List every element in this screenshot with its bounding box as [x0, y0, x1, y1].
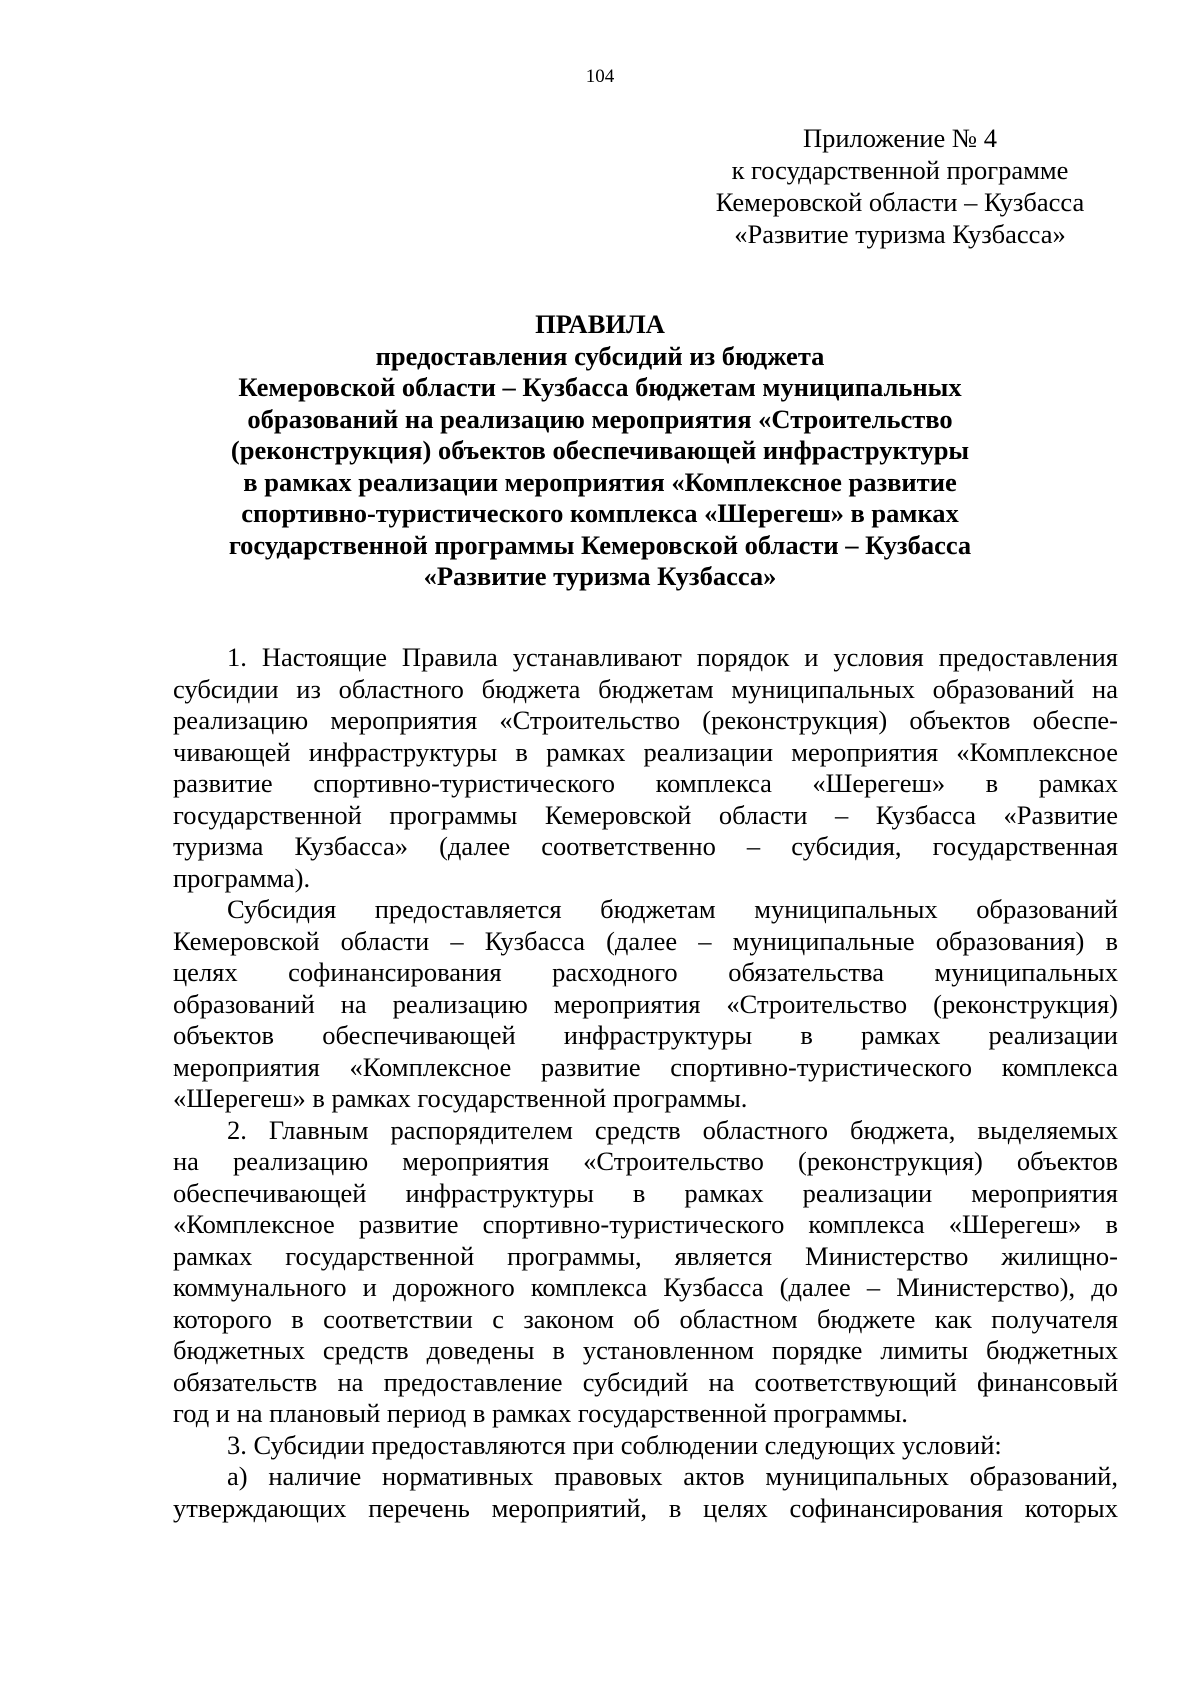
paragraph-subsidy-line: Субсидия предоставляется бюджетам муниципальных образований [227, 894, 1118, 924]
paragraph-1-line: программа). [173, 862, 311, 893]
title-line: спортивно-туристического комплекса «Шерегеш» в рамках [241, 498, 959, 528]
paragraph-subsidy-line: мероприятия «Комплексное развитие спортивно-туристического комплекса [173, 1051, 1118, 1082]
title-line: предоставления субсидий из бюджета [375, 340, 825, 371]
paragraph-2-line: обязательств на предоставление субсидий на соответствующий финансовый [173, 1366, 1118, 1397]
paragraph-subsidy-line: «Шерегеш» в рамках государственной программы. [173, 1083, 748, 1113]
paragraph-1-line: 1. Настоящие Правила устанавливают порядок и условия предоставления [227, 642, 1118, 672]
title-line: (реконструкция) объектов обеспечивающей инфраструктуры [230, 435, 970, 465]
paragraph-1-line: реализацию мероприятия «Строительство (реконструкция) объектов обеспе- [173, 705, 1118, 735]
paragraph-1-line: государственной программы Кемеровской области – Кузбасса «Развитие [173, 799, 1118, 830]
paragraph-1-line: туризма Кузбасса» (далее соответственно – субсидия, государственная [173, 831, 1118, 861]
paragraph-2-line: которого в соответствии с законом об областном бюджете как получателя [173, 1303, 1118, 1334]
appendix-header [700, 122, 1100, 250]
title-line: «Развитие туризма Кузбасса» [423, 561, 777, 591]
page-number: 104 [585, 66, 615, 87]
paragraph-subsidy-line: образований на реализацию мероприятия «Строительство (реконструкция) [173, 988, 1118, 1019]
appendix-line: Приложение № 4 [802, 123, 997, 153]
appendix-line: Кемеровской области – Кузбасса [715, 187, 1085, 217]
title-line: в рамках реализации мероприятия «Комплексное развитие [243, 466, 957, 497]
paragraph-3-line: 3. Субсидии предоставляются при соблюдении следующих условий: [227, 1429, 1002, 1460]
document-title [170, 309, 1030, 593]
document-body [173, 642, 1118, 1524]
paragraph-2-line: год и на плановый период в рамках государственной программы. [173, 1398, 908, 1428]
title-line: Кемеровской области – Кузбасса бюджетам муниципальных [238, 372, 962, 402]
appendix-line: «Развитие туризма Кузбасса» [734, 219, 1066, 249]
paragraph-2-line: 2. Главным распорядителем средств областного бюджета, выделяемых [227, 1114, 1118, 1145]
paragraph-3a-line: а) наличие нормативных правовых актов муниципальных образований, [227, 1461, 1118, 1491]
title-line: ПРАВИЛА [535, 309, 665, 339]
paragraph-subsidy-line: объектов обеспечивающей инфраструктуры в рамках реализации [173, 1020, 1118, 1050]
title-line: образований на реализацию мероприятия «Строительство [247, 403, 953, 434]
paragraph-2-line: рамках государственной программы, является Министерство жилищно- [173, 1240, 1118, 1271]
paragraph-2-line: «Комплексное развитие спортивно-туристического комплекса «Шерегеш» в [173, 1209, 1118, 1239]
paragraph-3a-line: утверждающих перечень мероприятий, в целях софинансирования которых [173, 1492, 1118, 1523]
title-line: государственной программы Кемеровской области – Кузбасса [228, 529, 972, 560]
paragraph-2-line: бюджетных средств доведены в установленном порядке лимиты бюджетных [173, 1335, 1118, 1365]
paragraph-1-line: чивающей инфраструктуры в рамках реализации мероприятия «Комплексное [173, 736, 1118, 767]
appendix-line: к государственной программе [731, 155, 1069, 185]
paragraph-2-line: обеспечивающей инфраструктуры в рамках реализации мероприятия [173, 1177, 1118, 1208]
paragraph-subsidy-line: Кемеровской области – Кузбасса (далее – муниципальные образования) в [173, 925, 1118, 956]
paragraph-2-line: на реализацию мероприятия «Строительство (реконструкция) объектов [173, 1146, 1118, 1176]
paragraph-1-line: субсидии из областного бюджета бюджетам муниципальных образований на [173, 673, 1118, 704]
paragraph-subsidy-line: целях софинансирования расходного обязательства муниципальных [173, 957, 1118, 987]
paragraph-1-line: развитие спортивно-туристического комплекса «Шерегеш» в рамках [173, 768, 1118, 798]
paragraph-2-line: коммунального и дорожного комплекса Кузбасса (далее – Министерство), до [173, 1272, 1118, 1302]
